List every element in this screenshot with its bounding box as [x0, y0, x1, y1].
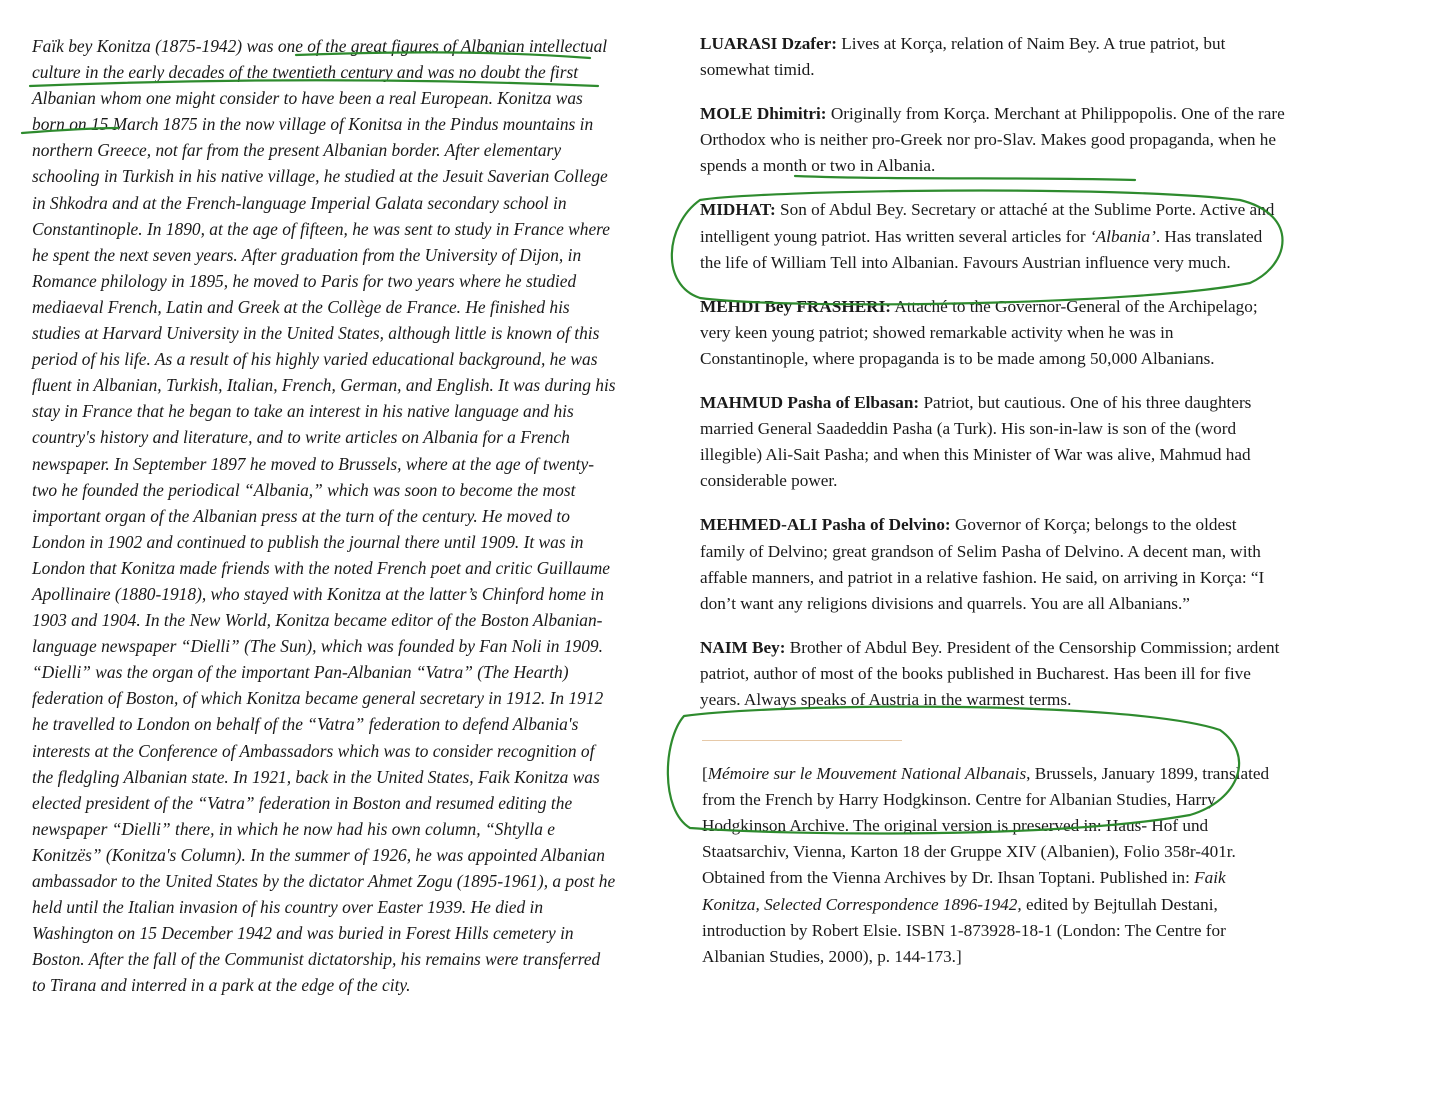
citation: [Mémoire sur le Mouvement National Albanais, Brussels, January 1899, translated from the French by Harry Hodgkinson. Centre for Albanian Studies, Harry Hodgkinson Archive. The original version is preserved in: Haus- Hof und Staatsarchiv, Vienna, Karton 18 der Gruppe XIV (Albanien), Folio 358r-401r. Obtained from the Vienna Archives by Dr. Ihsan Toptani. Published in: Faik Konitza, Selected Correspondence 1896-1942, edited by Bejtullah Destani, introduction by Robert Elsie. ISBN 1-873928-18-1 (London: The Centre for Albanian Studies, 2000), p. 144-173.] — [702, 764, 1270, 966]
entry-italic: ‘Albania’ — [1089, 226, 1156, 246]
entry-text: Brother of Abdul Bey. President of the Censorship Commission; ardent patriot, author of most of the books published in Bucharest. Has been ill for five years. Always speaks of Austria in the warmest terms. — [700, 637, 1280, 709]
entry-naim — [700, 635, 1285, 713]
separator-line — [702, 740, 902, 741]
citation-title: Mémoire sur le Mouvement National Albanais — [707, 764, 1027, 784]
entry-midhat — [700, 197, 1285, 275]
entry-mole — [700, 101, 1285, 179]
entry-text: Son of Abdul Bey. Secretary or attaché at the Sublime Porte. Active and intelligent young patriot. Has written several articles for — [700, 200, 1275, 246]
entry-name: MEHDI Bey FRASHERI: — [700, 296, 891, 316]
entry-text: Governor of Korça; belongs to the oldest family of Delvino; great grandson of Selim Pasha of Delvino. A decent man, with affable manners, and patriot in a relative fashion. He said, on arriving in Korça: “I don’t want any religions divisions and quarrels. You are all Albanians.” — [700, 515, 1265, 613]
entry-text: Attaché to the Governor-General of the Archipelago; very keen young patriot; showed remarkable activity when he was in Constantinople, where propaganda is to be made among 50,000 Albanians. — [700, 296, 1258, 368]
entry-name: MOLE Dhimitri: — [700, 104, 827, 124]
entry-name: LUARASI Dzafer: — [700, 34, 837, 53]
entry-mahmud — [700, 390, 1285, 494]
citation-book: Faik Konitza, Selected Correspondence 1896-1942, — [702, 868, 1226, 914]
biography-paragraph: Faïk bey Konitza (1875-1942) was one of the great figures of Albanian intellectual culture in the early decades of the twentieth century and was no doubt the first Albanian whom one might consider to have been a real European. Konitza was born on 15 March 1875 in the now village of Konitsa in the Pindus mountains in northern Greece, not far from the present Albanian border. After elementary schooling in Turkish in his native village, he studied at the Jesuit Saverian College in Shkodra and at the French-language Imperial Galata secondary school in Constantinople. In 1890, at the age of fifteen, he was sent to study in France where he spent the next seven years. After graduation from the University of Dijon, in Romance philology in 1895, he moved to Paris for two years where he studied mediaeval French, Latin and Greek at the Collège de France. He finished his studies at Harvard University in the United States, although little is known of this period of his life. As a result of his highly varied educational background, he was fluent in Albanian, Turkish, Italian, French, German, and English. It was during his stay in France that he began to take an interest in his native language and his country's history and literature, and to write articles on Albania for a French newspaper. In September 1897 he moved to Brussels, where at the age of twenty-two he founded the periodical “Albania,” which was soon to become the most important organ of the Albanian press at the turn of the century. He moved to London in 1902 and continued to publish the journal there until 1909. It was in London that Konitza made friends with the noted French poet and critic Guillaume Apollinaire (1880-1918), who stayed with Konitza at the latter’s Chinford home in 1903 and 1904. In the New World, Konitza became editor of the Boston Albanian-language newspaper “Dielli” (The Sun), which was founded by Fan Noli in 1909. “Dielli” was the organ of the important Pan-Albanian “Vatra” (The Hearth) federation of Boston, of which Konitza became general secretary in 1912. In 1912 he travelled to London on behalf of the “Vatra” federation to defend Albania's interests at the Conference of Ambassadors which was to consider recognition of the fledgling Albanian state. In 1921, back in the United States, Faik Konitza was elected president of the “Vatra” federation in Boston and resumed editing the newspaper “Dielli” there, in which he now had his own column, “Shtylla e Konitzës” (Konitza's Column). In the summer of 1926, he was appointed Albanian ambassador to the United States by the dictator Ahmet Zogu (1895-1961), a post he held until the Italian invasion of his country over Easter 1939. He died in Washington on 15 December 1942 and was buried in Forest Hills cemetery in Boston. After the fall of the Communist dictatorship, his remains were transferred to Tirana and interred in a park at the edge of the city. — [32, 36, 616, 996]
entry-name: MEHMED-ALI Pasha of Delvino: — [700, 515, 951, 535]
entry-luarasi — [700, 31, 1285, 83]
memoir-entries — [700, 31, 1285, 970]
entry-name: MIDHAT: — [700, 200, 776, 220]
entry-name: NAIM Bey: — [700, 637, 786, 657]
entry-mehmed-ali — [700, 512, 1285, 616]
entry-text: Patriot, but cautious. One of his three daughters married General Saadeddin Pasha (a Turk). His son-in-law is son of the (word illegible) Ali-Sait Pasha; and when this Minister of War was alive, Mahmud had considerable power. — [700, 393, 1252, 491]
entry-text: Lives at Korça, relation of Naim Bey. A true patriot, but somewhat timid. — [700, 34, 1226, 80]
entry-name: MAHMUD Pasha of Elbasan: — [700, 393, 920, 413]
entry-mehdi — [700, 294, 1285, 372]
entry-text: Originally from Korça. Merchant at Philippopolis. One of the rare Orthodox who is neither pro-Greek nor pro-Slav. Makes good propaganda, when he spends a month or two in Albania. — [700, 104, 1285, 176]
entry-text: . Has translated the life of William Tell into Albanian. Favours Austrian influence very much. — [700, 226, 1263, 272]
